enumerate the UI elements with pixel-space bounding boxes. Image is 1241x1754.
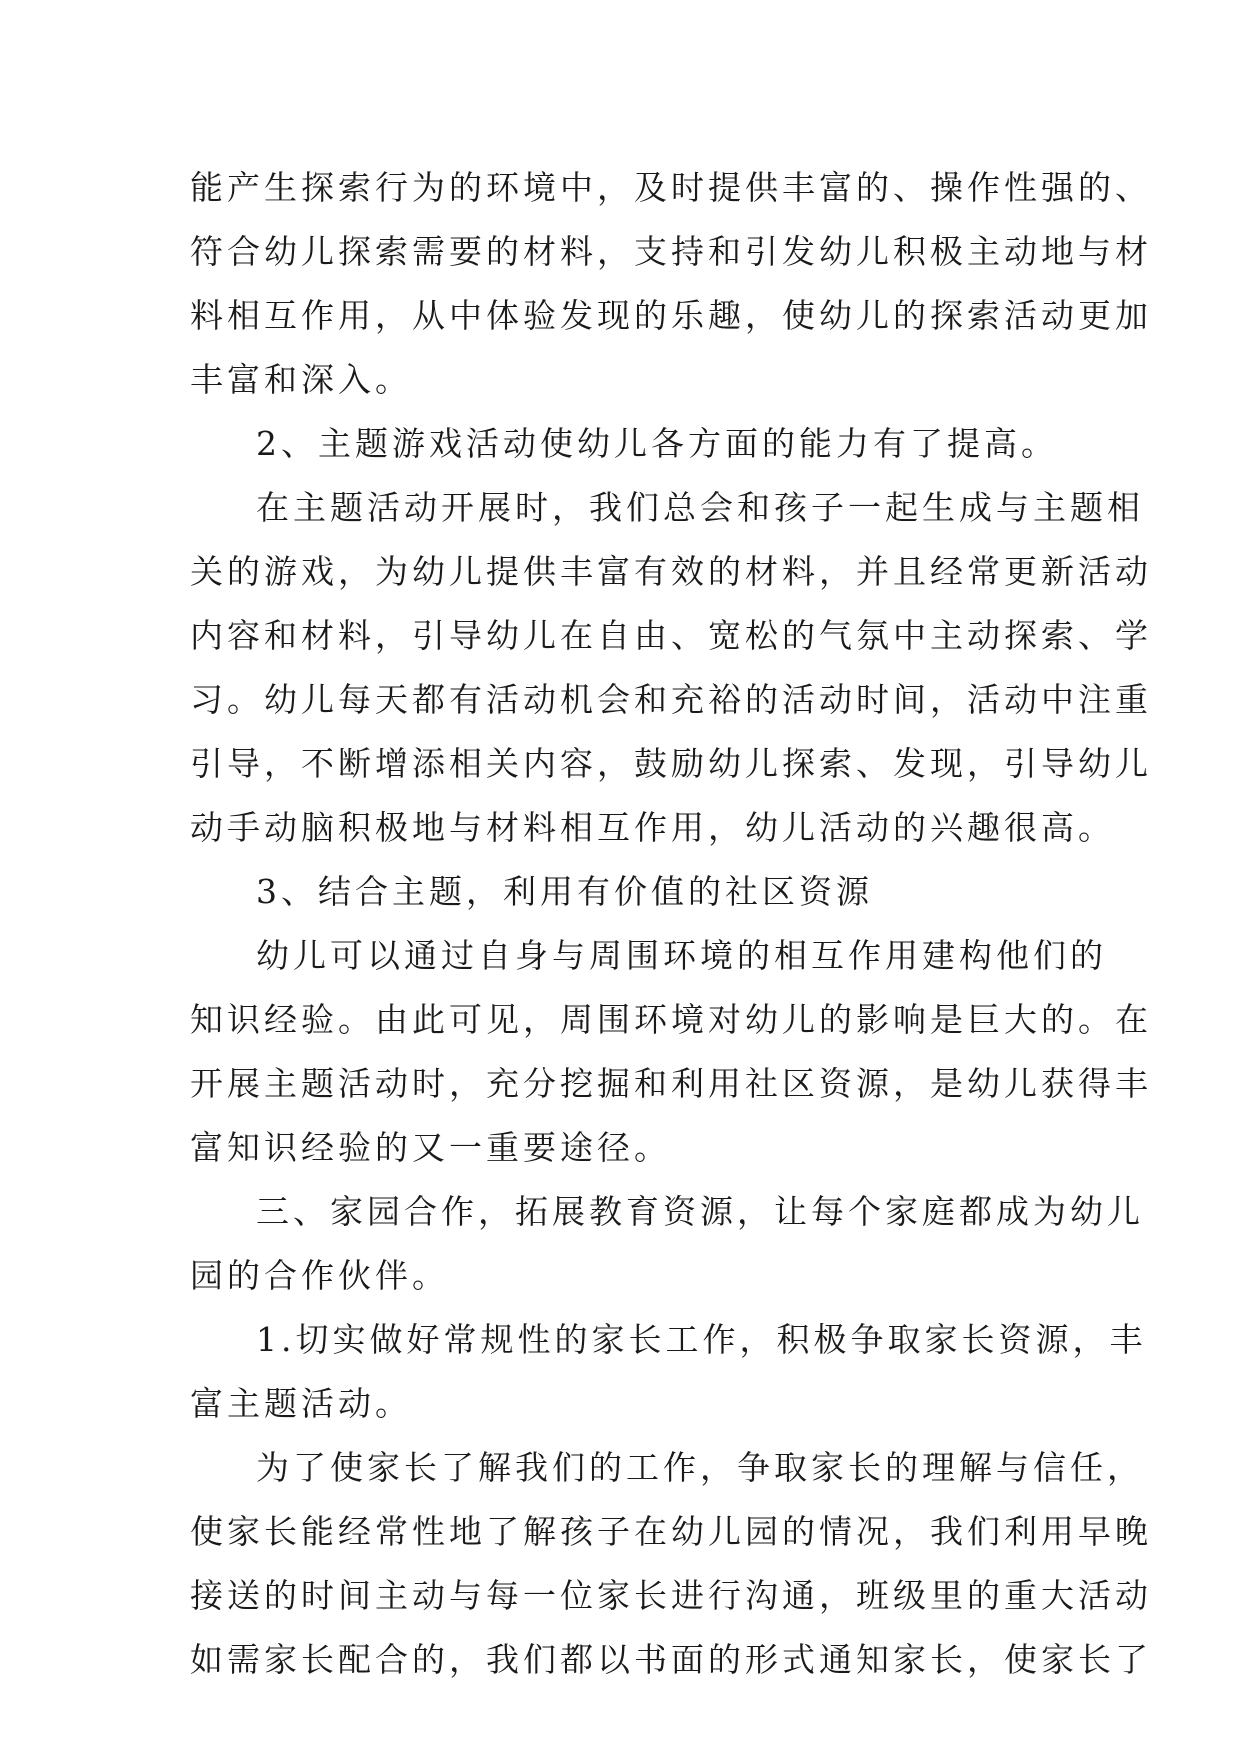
section-heading: 2、主题游戏活动使幼儿各方面的能力有了提高。: [256, 424, 1058, 463]
text-line: 能产生探索行为的环境中，及时提供丰富的、操作性强的、: [190, 168, 1152, 207]
text-line: 开展主题活动时，充分挖掘和利用社区资源，是幼儿获得丰: [190, 1064, 1152, 1103]
paragraph-start-line: 为了使家长了解我们的工作，争取家长的理解与信任，: [256, 1448, 1144, 1487]
section-heading: 1.切实做好常规性的家长工作，积极争取家长资源，丰: [256, 1320, 1147, 1359]
text-line: 内容和材料，引导幼儿在自由、宽松的气氛中主动探索、学: [190, 616, 1152, 655]
text-line: 富知识经验的又一重要途径。: [190, 1128, 671, 1167]
text-line: 符合幼儿探索需要的材料，支持和引发幼儿积极主动地与材: [190, 232, 1152, 271]
text-line: 使家长能经常性地了解孩子在幼儿园的情况，我们利用早晚: [190, 1512, 1152, 1551]
text-line: 习。幼儿每天都有活动机会和充裕的活动时间，活动中注重: [190, 680, 1152, 719]
text-line: 引导，不断增添相关内容，鼓励幼儿探索、发现，引导幼儿: [190, 744, 1152, 783]
section-heading: 3、结合主题，利用有价值的社区资源: [256, 872, 873, 911]
text-line: 接送的时间主动与每一位家长进行沟通，班级里的重大活动: [190, 1576, 1152, 1615]
text-line: 园的合作伙伴。: [190, 1256, 449, 1295]
paragraph-start-line: 幼儿可以通过自身与周围环境的相互作用建构他们的: [256, 936, 1107, 975]
text-line: 如需家长配合的，我们都以书面的形式通知家长，使家长了: [190, 1640, 1152, 1679]
text-line: 料相互作用，从中体验发现的乐趣，使幼儿的探索活动更加: [190, 296, 1152, 335]
document-body: [190, 156, 1152, 1692]
section-heading: 三、家园合作，拓展教育资源，让每个家庭都成为幼儿: [256, 1192, 1144, 1231]
paragraph-start-line: 在主题活动开展时，我们总会和孩子一起生成与主题相: [256, 488, 1144, 527]
text-line: 动手动脑积极地与材料相互作用，幼儿活动的兴趣很高。: [190, 808, 1115, 847]
text-line: 丰富和深入。: [190, 360, 412, 399]
text-line: 富主题活动。: [190, 1384, 412, 1423]
text-line: 关的游戏，为幼儿提供丰富有效的材料，并且经常更新活动: [190, 552, 1152, 591]
text-line: 知识经验。由此可见，周围环境对幼儿的影响是巨大的。在: [190, 1000, 1152, 1039]
